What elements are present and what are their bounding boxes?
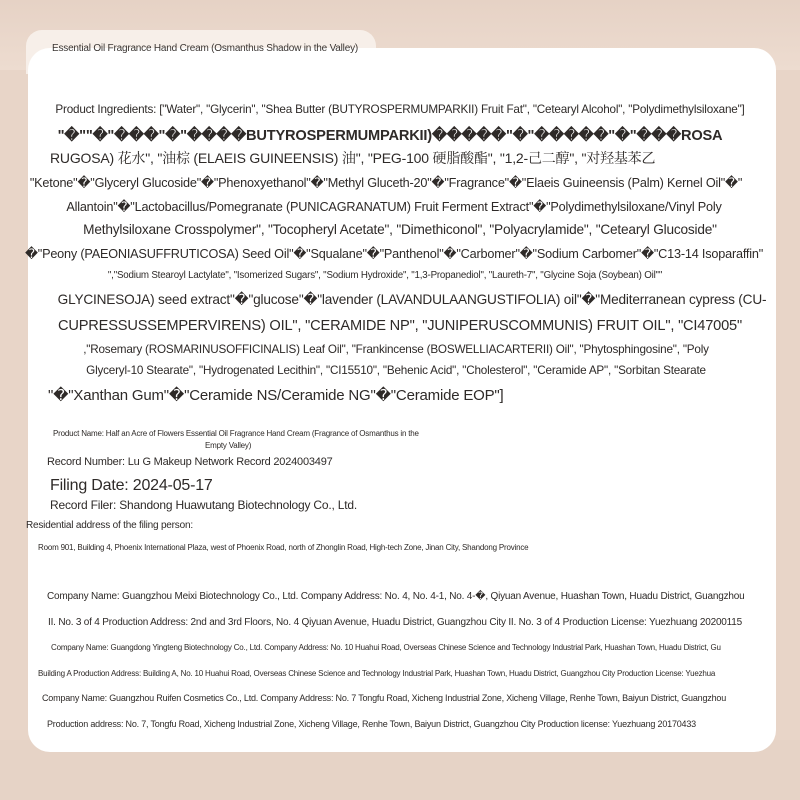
ingredients-line-1: Product Ingredients: ["Water", "Glycerin", "Shea Butter (BUTYROSPERMUMPARKII) Fruit Fat", "Cetearyl Alcohol", "Polydimethylsiloxane"]	[55, 102, 745, 116]
residential-address-label: Residential address of the filing person:	[26, 520, 193, 531]
ingredients-line-5: Allantoin"�"Lactobacillus/Pomegranate (PUNICAGRANATUM) Fruit Ferment Extract"�"Polydimethylsiloxane/Vinyl Poly	[66, 199, 722, 214]
ingredients-line-13: "�"Xanthan Gum"�"Ceramide NS/Ceramide NG"�"Ceramide EOP"]	[48, 387, 504, 404]
filing-date: Filing Date: 2024-05-17	[50, 477, 213, 494]
ingredients-line-9: GLYCINESOJA) seed extract"�"glucose"�"lavender (LAVANDULAANGUSTIFOLIA) oil"�"Mediterranean cypress (CU-	[57, 291, 767, 307]
product-name-line-1: Product Name: Half an Acre of Flowers Essential Oil Fragrance Hand Cream (Fragrance of Osmanthus in the	[53, 429, 419, 438]
residential-address: Room 901, Building 4, Phoenix International Plaza, west of Phoenix Road, north of Zhonglin Road, High-tech Zone, Jinan City, Shandong Province	[38, 543, 529, 552]
company-2-line-1: Company Name: Guangdong Yingteng Biotechnology Co., Ltd. Company Address: No. 10 Huahui Road, Overseas Chinese Science and Technology Industrial Park, Huashan Town, Huadu District, Gu	[51, 643, 721, 652]
ingredients-line-11: ,"Rosemary (ROSMARINUSOFFICINALIS) Leaf Oil", "Frankincense (BOSWELLIACARTERII) Oil", "Phytosphingosine", "Poly	[83, 342, 709, 356]
ingredients-line-10: CUPRESSUSSEMPERVIRENS) OIL", "CERAMIDE NP", "JUNIPERUSCOMMUNIS) FRUIT OIL", "CI47005"	[58, 317, 742, 334]
ingredients-line-7: �"Peony (PAEONIASUFFRUTICOSA) Seed Oil"�"Squalane"�"Panthenol"�"Carbomer"�"Sodium Carbomer"�"C13-14 Isoparaffin"	[24, 246, 764, 261]
company-1-line-1: Company Name: Guangzhou Meixi Biotechnology Co., Ltd. Company Address: No. 4, No. 4-1, No. 4-�, Qiyuan Avenue, Huashan Town, Huadu District, Guangzhou	[47, 591, 745, 602]
record-filer: Record Filer: Shandong Huawutang Biotechnology Co., Ltd.	[50, 498, 357, 512]
company-2-line-2: Building A Production Address: Building A, No. 10 Huahui Road, Overseas Chinese Science and Technology Industrial Park, Huashan Town, Huadu District, Guangzhou City Production License: Yuezhua	[38, 669, 716, 678]
company-3-line-2: Production address: No. 7, Tongfu Road, Xicheng Industrial Zone, Xicheng Village, Renhe Town, Baiyun District, Guangzhou City Production license: Yuezhuang 20170433	[47, 719, 696, 729]
product-name-line-2: Empty Valley)	[205, 441, 252, 450]
company-3-line-1: Company Name: Guangzhou Ruifen Cosmetics Co., Ltd. Company Address: No. 7 Tongfu Road, Xicheng Industrial Zone, Xicheng Village, Renhe Town, Baiyun District, Guangzhou	[42, 693, 726, 703]
tab-title: Essential Oil Fragrance Hand Cream (Osmanthus Shadow in the Valley)	[52, 43, 358, 54]
ingredients-line-6: Methylsiloxane Crosspolymer", "Tocopheryl Acetate", "Dimethiconol", "Polyacrylamide", "Cetearyl Glucoside"	[83, 221, 717, 237]
company-1-line-2: II. No. 3 of 4 Production Address: 2nd and 3rd Floors, No. 4 Qiyuan Avenue, Huadu District, Guangzhou City II. No. 3 of 4 Production License: Yuezhuang 20200115	[48, 617, 743, 628]
ingredients-line-3: RUGOSA) 花水", "油棕 (ELAEIS GUINEENSIS) 油", "PEG-100 硬脂酸酯", "1,2-己二醇", "对羟基苯乙	[50, 150, 656, 166]
ingredients-line-12: Glyceryl-10 Stearate", "Hydrogenated Lecithin", "CI15510", "Behenic Acid", "Cholesterol", "Ceramide AP", "Sorbitan Stearate	[86, 363, 706, 377]
record-number: Record Number: Lu G Makeup Network Record 2024003497	[47, 456, 333, 468]
ingredients-line-2: "�""�"���"�"����BUTYROSPERMUMPARKII)�����"�"�����"�"���ROSA	[57, 127, 723, 144]
ingredients-line-8: ","Sodium Stearoyl Lactylate", "Isomerized Sugars", "Sodium Hydroxide", "1,3-Propanediol", "Laureth-7", "Glycine Soja (Soybean) Oil""	[107, 270, 663, 281]
ingredients-line-4: "Ketone"�"Glyceryl Glucoside"�"Phenoxyethanol"�"Methyl Gluceth-20"�"Fragrance"�"Elaeis Guineensis (Palm) Kernel Oil"�"	[29, 175, 743, 190]
